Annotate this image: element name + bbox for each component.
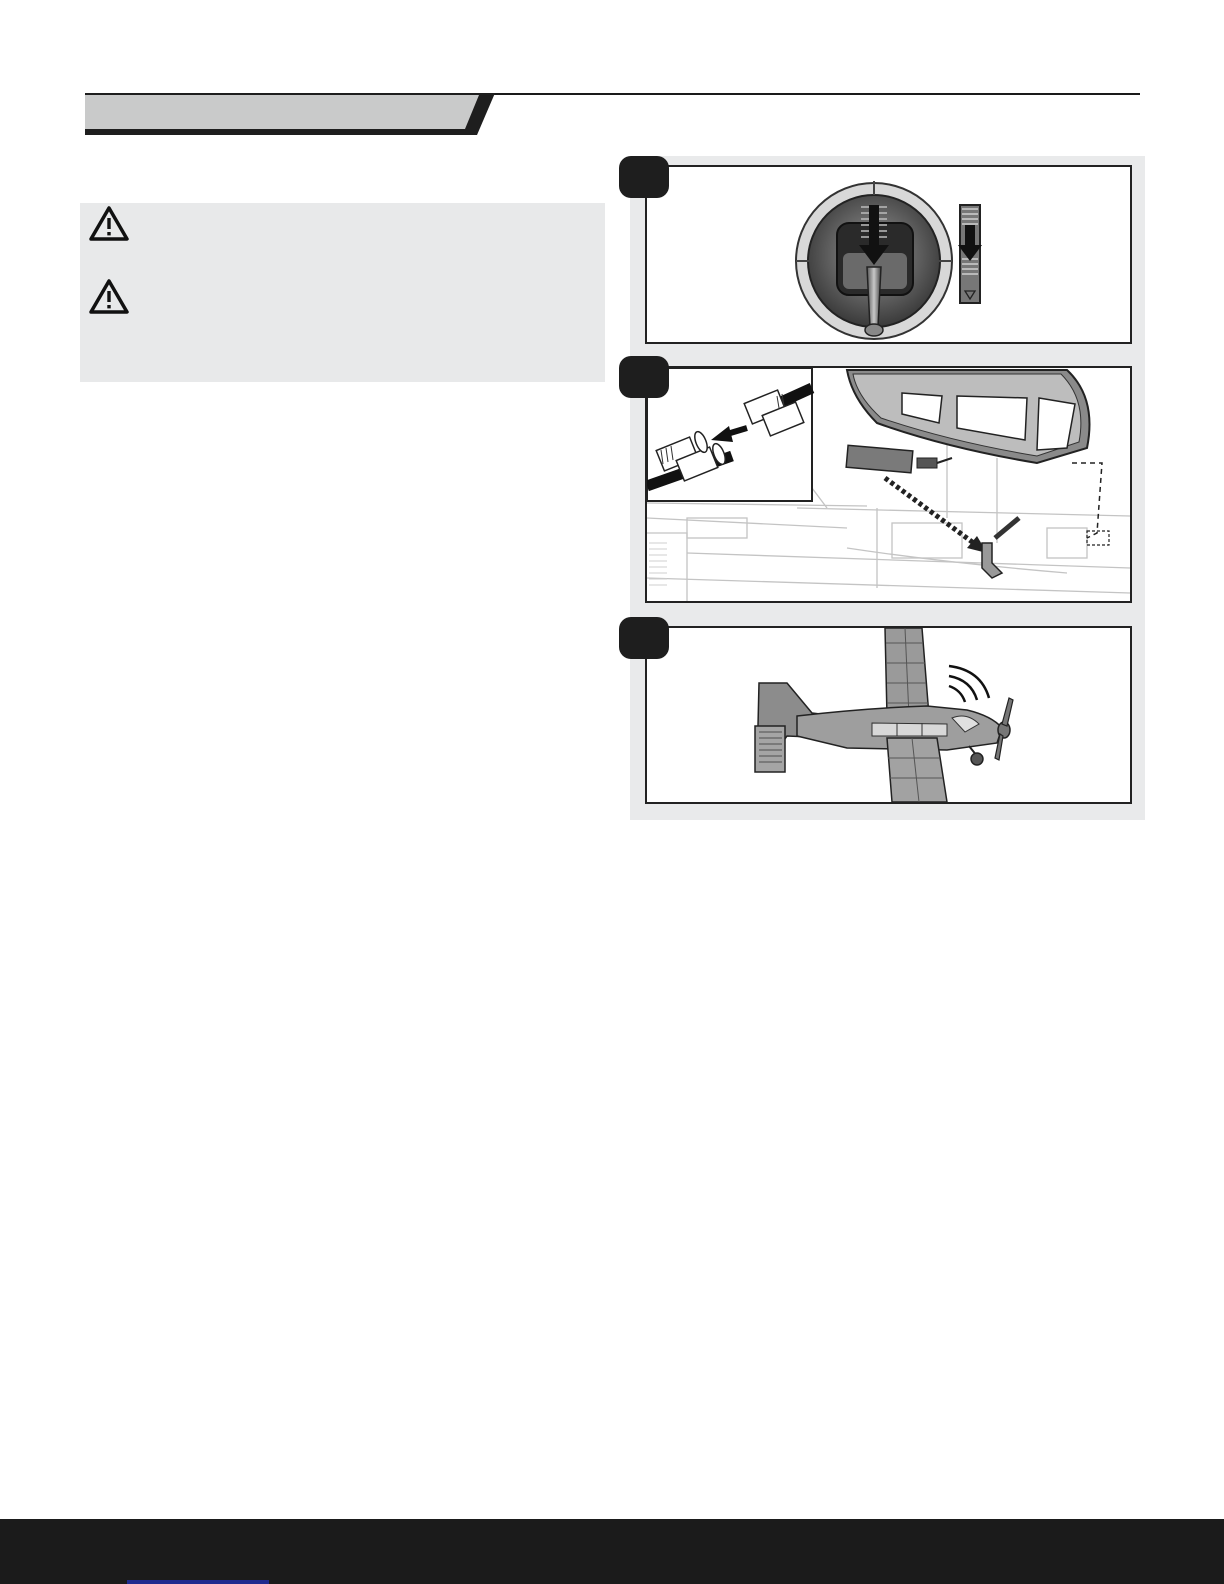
figure-battery — [645, 366, 1132, 603]
battery-connection-illustration — [647, 368, 1130, 601]
footer-link-bar[interactable] — [127, 1580, 269, 1584]
warning-triangle-icon — [88, 278, 130, 316]
figure-throttle — [645, 165, 1132, 344]
throttle-stick-illustration — [647, 167, 1130, 342]
step-badge-2 — [619, 356, 669, 398]
figure-airplane — [645, 626, 1132, 804]
airplane-illustration — [647, 628, 1130, 802]
figure-panel — [630, 156, 1145, 820]
section-title-tab — [85, 93, 495, 135]
sound-waves-icon — [949, 666, 989, 702]
page-footer — [0, 1519, 1224, 1584]
step-badge-3 — [619, 617, 669, 659]
warning-triangle-icon — [88, 205, 130, 243]
step-badge-1 — [619, 156, 669, 198]
warning-box — [80, 203, 605, 382]
